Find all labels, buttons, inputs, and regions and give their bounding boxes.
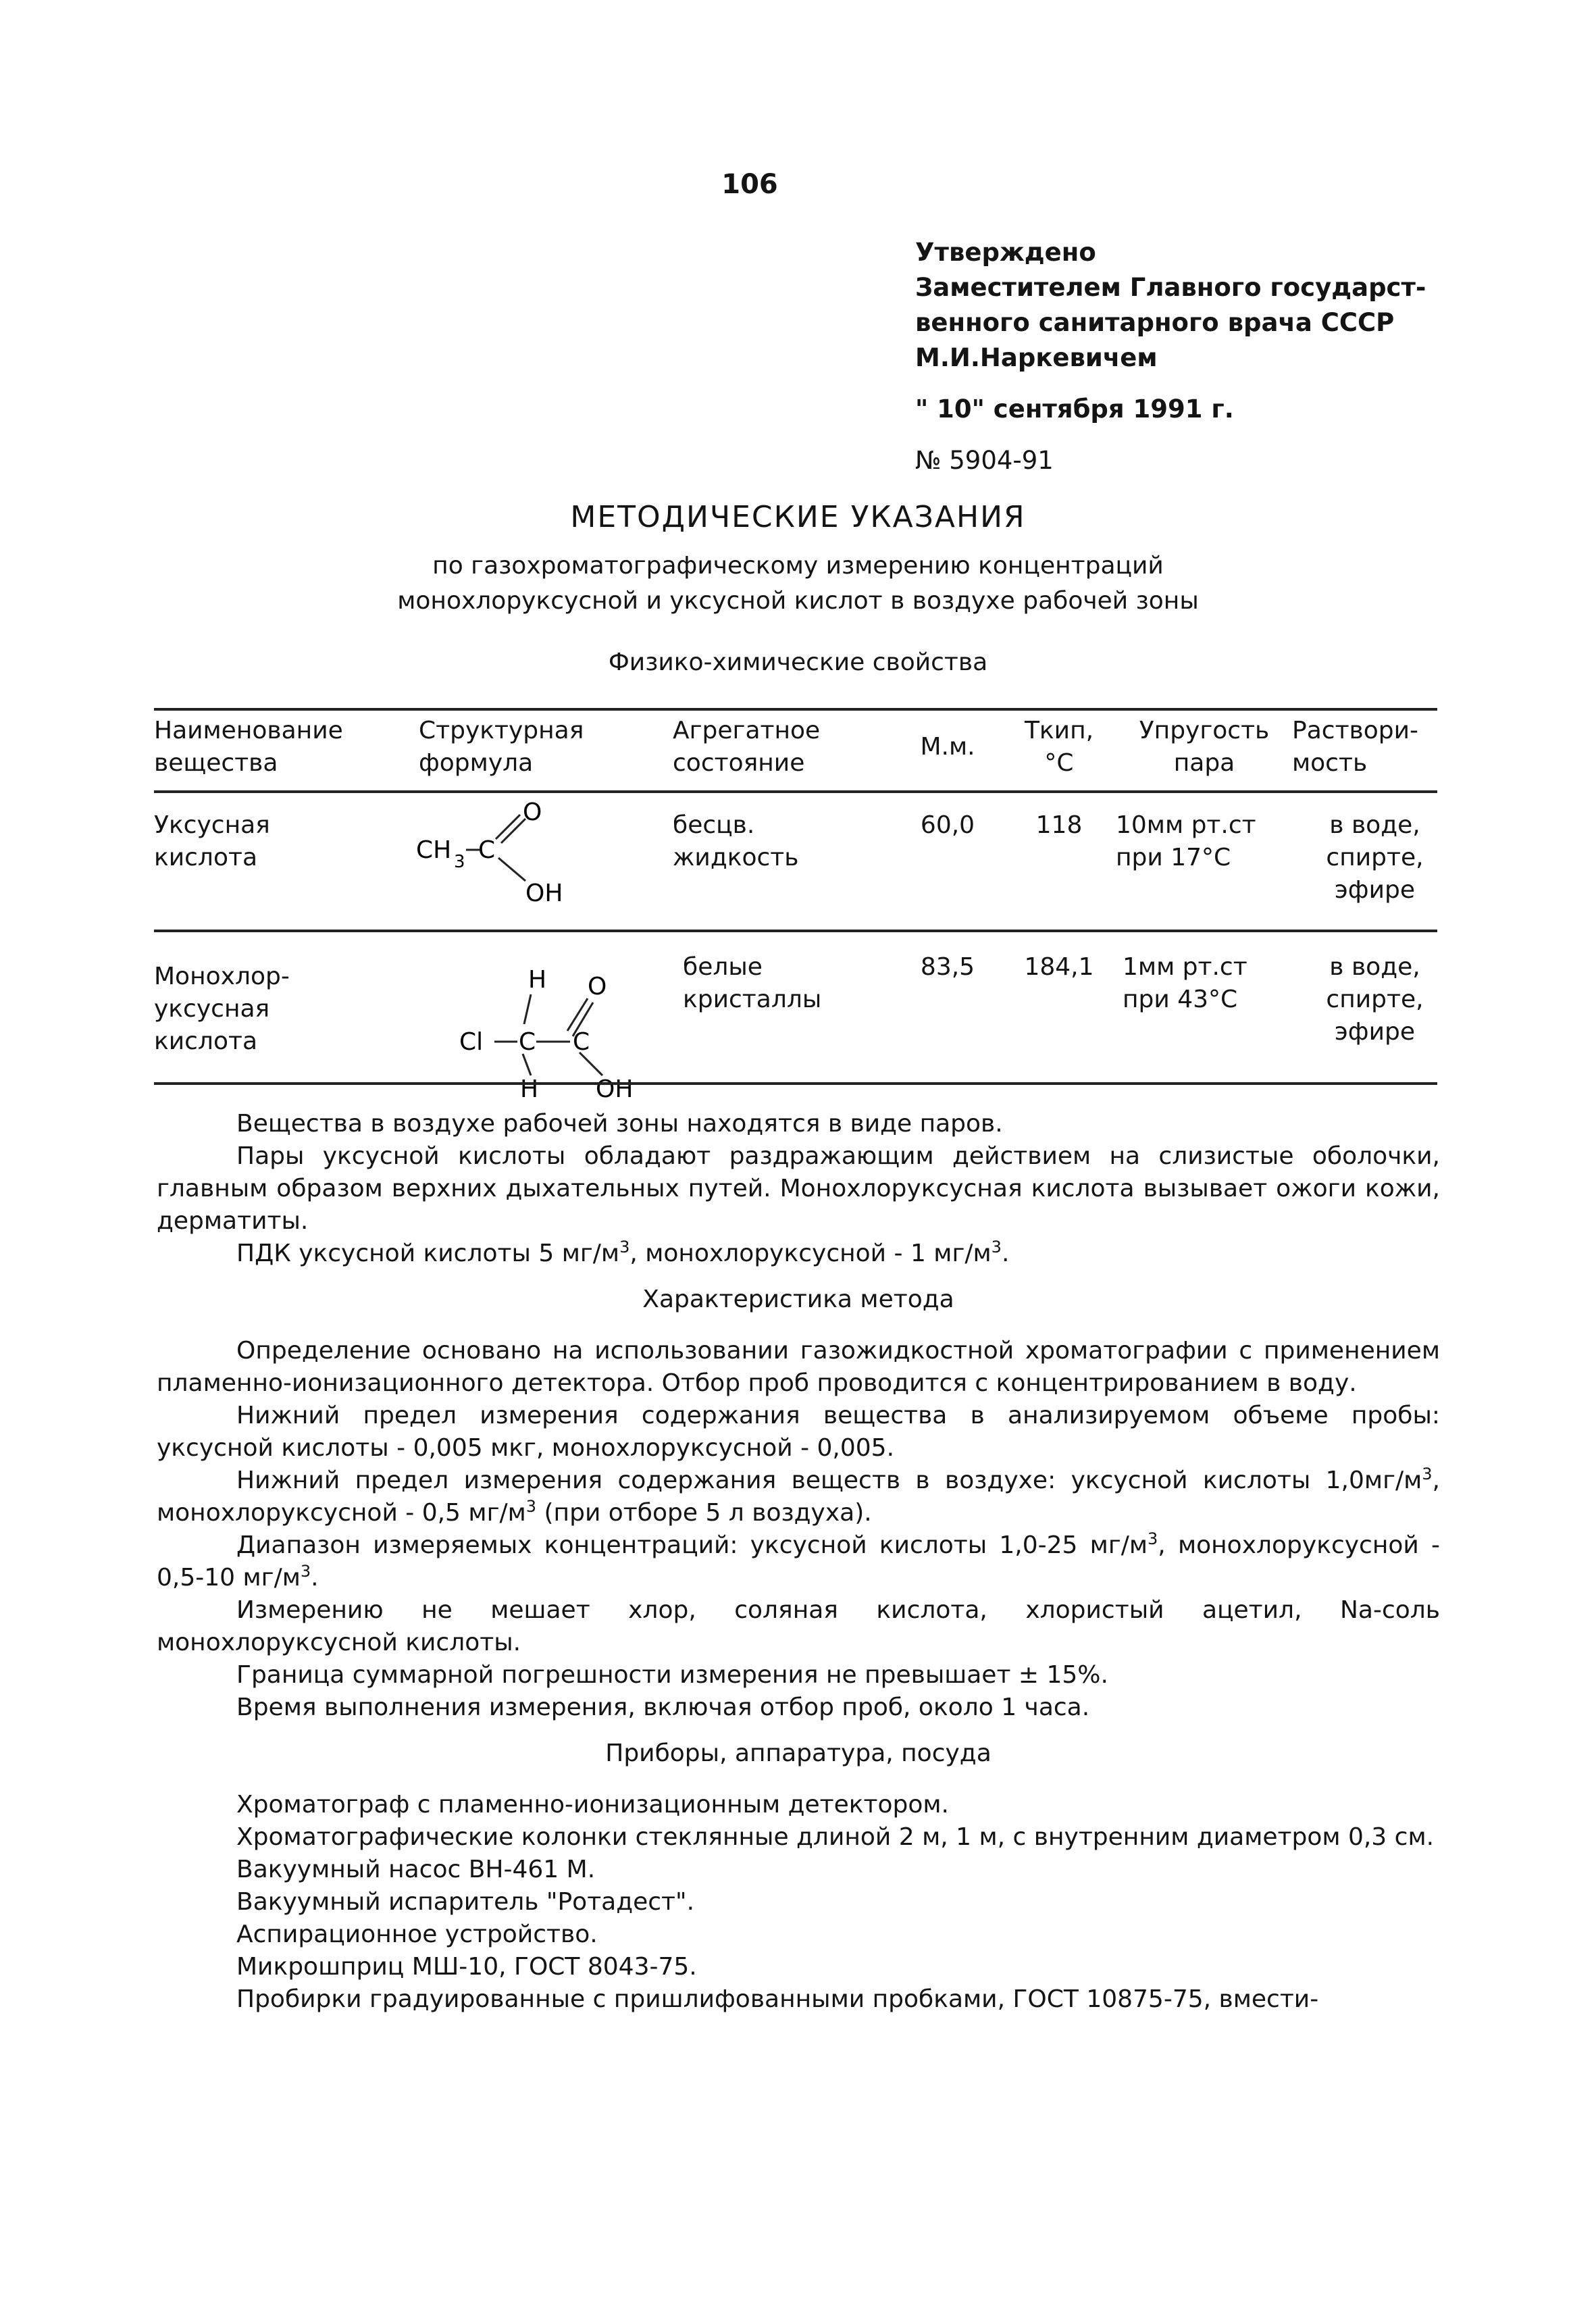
section-heading: Характеристика метода: [642, 1286, 954, 1313]
body-text: [157, 1108, 1440, 2016]
svg-text:CH: CH: [416, 836, 452, 864]
row-acetic-state: бесцв. жидкость: [673, 811, 799, 871]
table-rule-row: [154, 930, 1437, 932]
page-number: 106: [721, 169, 778, 200]
paragraph-mac: ПДК уксусной кислоты 5 $мг/м^3$, монохлоруксусной - 1 $мг/м^3$.: [236, 1238, 1010, 1267]
svg-text:O: O: [588, 973, 607, 1000]
document-title: МЕТОДИЧЕСКИЕ УКАЗАНИЯ: [570, 500, 1026, 534]
paragraph: Определение основано на использовании газожидкостной хроматографии с применением пламенно-ионизационного детектора. Отбор проб проводится с концентрированием в воду.: [157, 1337, 1440, 1397]
svg-text:Cl: Cl: [459, 1028, 484, 1056]
subtitle-line: по газохроматографическому измерению концентраций: [432, 552, 1164, 580]
document-subtitle: [0, 549, 1596, 619]
row-mca-solubility: в воде, спирте, эфире: [1326, 953, 1424, 1046]
row-mca-vapor: 1мм рт.ст при 43°С: [1123, 953, 1247, 1013]
table-rule-bottom: [154, 1082, 1437, 1085]
header-formula: Структурная формула: [419, 717, 584, 777]
svg-text:OH: OH: [596, 1075, 634, 1103]
row-acetic-tboil: 118: [1035, 811, 1083, 839]
paragraph: Аспирационное устройство.: [236, 1921, 598, 1948]
approval-heading: Утверждено: [915, 238, 1096, 267]
header-tboil: Ткип, °С: [1024, 717, 1094, 777]
svg-text:C: C: [478, 836, 496, 864]
svg-text:O: O: [523, 798, 542, 826]
svg-text:C: C: [519, 1028, 536, 1056]
paragraph: Нижний предел измерения содержания вещества в анализируемом объеме пробы: уксусной кислоты - 0,005 мкг, монохлоруксусной - 0,005.: [157, 1402, 1440, 1462]
row-acetic-name: Уксусная кислота: [154, 811, 270, 871]
paragraph: Микрошприц МШ-10, ГОСТ 8043-75.: [236, 1953, 697, 1981]
header-vapor: Упругость пара: [1139, 717, 1270, 777]
paragraph: Время выполнения измерения, включая отбор проб, около 1 часа.: [236, 1694, 1090, 1721]
approval-line: М.И.Наркевичем: [915, 343, 1158, 372]
paragraph: Пары уксусной кислоты обладают раздражающим действием на слизистые оболочки, главным образом верхних дыхательных путей. Монохлоруксусная кислота вызывает ожоги кожи, дерматиты.: [157, 1142, 1440, 1235]
paragraph: Граница суммарной погрешности измерения не превышает ± 15%.: [236, 1661, 1108, 1689]
formula-monochloroacetic-acid: [370, 938, 667, 1107]
row-acetic-solubility: в воде, спирте, эфире: [1326, 811, 1424, 904]
header-mass: М.м.: [920, 733, 975, 761]
row-mca-state: белые кристаллы: [683, 953, 822, 1013]
row-mca-mass: 83,5: [920, 953, 975, 981]
svg-text:H: H: [520, 1075, 539, 1103]
paragraph: Вещества в воздухе рабочей зоны находятся в виде паров.: [236, 1110, 1003, 1138]
section-heading: Приборы, аппаратура, посуда: [605, 1739, 992, 1767]
paragraph: Диапазон измеряемых концентраций: уксусной кислоты 1,0-25 $мг/м^3$, монохлоруксусной - 0,5-10 $мг/м^3$.: [157, 1529, 1440, 1592]
paragraph: Пробирки градуированные с пришлифованными пробками, ГОСТ 10875-75, вмести-: [236, 1985, 1319, 2013]
table-rule-top: [154, 708, 1437, 711]
subtitle-line: монохлоруксусной и уксусной кислот в воздухе рабочей зоны: [397, 587, 1199, 615]
approval-line: венного санитарного врача СССР: [915, 308, 1395, 337]
header-name: Наименование вещества: [154, 717, 343, 777]
table-caption: Физико-химические свойства: [608, 649, 988, 676]
paragraph: Вакуумный насос ВН-461 М.: [236, 1856, 596, 1883]
paragraph: Вакуумный испаритель "Ротадест".: [236, 1888, 695, 1916]
header-solubility: Раствори- мость: [1292, 717, 1419, 777]
paragraph: Хроматографические колонки стеклянные длиной 2 м, 1 м, с внутренним диаметром 0,3 см.: [236, 1823, 1435, 1851]
row-mca-name: Монохлор- уксусная кислота: [154, 963, 290, 1055]
paragraph: Измерению не мешает хлор, соляная кислота, хлористый ацетил, Na-соль монохлоруксусной кислоты.: [157, 1596, 1440, 1656]
approval-date: " 10" сентября 1991 г.: [915, 395, 1234, 424]
table-rule-header: [154, 790, 1437, 793]
row-acetic-vapor: 10мм рт.ст при 17°С: [1116, 811, 1256, 871]
header-state: Агрегатное состояние: [673, 717, 821, 777]
svg-text:H: H: [528, 966, 547, 994]
svg-text:3: 3: [454, 852, 465, 872]
approval-line: Заместителем Главного государст-: [915, 273, 1426, 302]
approval-block: [915, 235, 1523, 478]
svg-text:C: C: [573, 1028, 590, 1056]
row-acetic-mass: 60,0: [920, 811, 975, 839]
row-mca-tboil: 184,1: [1024, 953, 1094, 981]
paragraph: Хроматограф с пламенно-ионизационным детектором.: [236, 1791, 950, 1819]
paragraph: Нижний предел измерения содержания веществ в воздухе: уксусной кислоты $1,0мг/м^3$, монохлоруксусной - 0,5 $мг/м^3$ (при отборе 5 л воздуха).: [157, 1465, 1440, 1527]
svg-text:OH: OH: [525, 880, 563, 907]
approval-number: № 5904-91: [915, 446, 1054, 475]
